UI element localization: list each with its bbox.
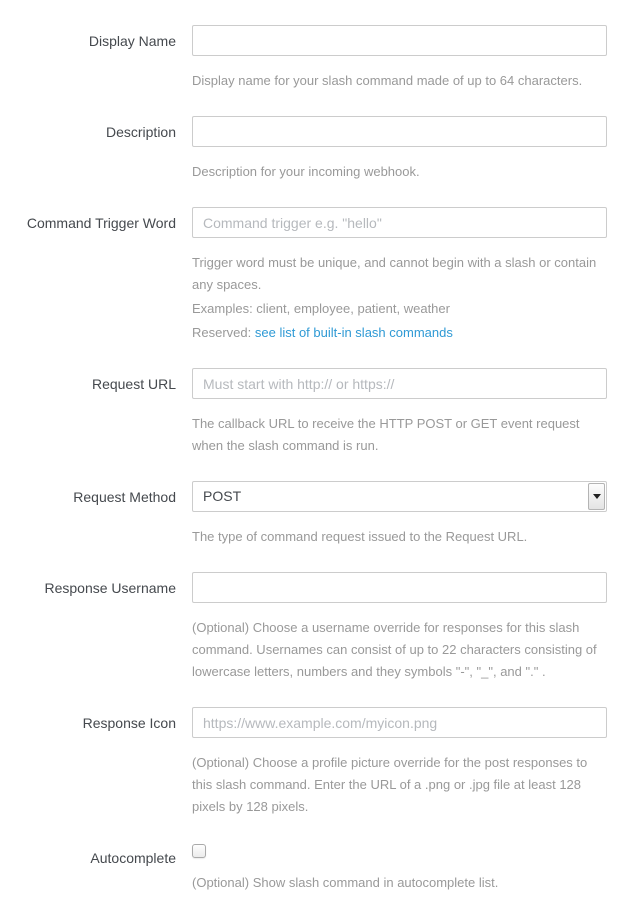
request-method-select[interactable] [192,481,607,512]
autocomplete-checkbox[interactable] [192,844,206,858]
request-method-help: The type of command request issued to the Request URL. [192,529,528,544]
reserved-prefix: Reserved: [192,325,255,340]
trigger-word-input[interactable] [192,207,607,238]
builtin-slash-commands-link[interactable]: see list of built-in slash commands [254,325,453,340]
request-url-input[interactable] [192,368,607,399]
display-name-label: Display Name [88,33,176,49]
response-icon-label: Response Icon [82,715,176,731]
dropdown-arrow-icon [588,483,605,510]
request-method-label: Request Method [73,489,176,505]
form-group-description [0,116,625,183]
form-group-response-username [0,572,625,683]
form-group-display-name [0,25,625,92]
request-url-label: Request URL [91,376,176,392]
display-name-input[interactable] [192,25,607,56]
description-input[interactable] [192,116,607,147]
form-group-response-icon [0,707,625,818]
response-username-input[interactable] [192,572,607,603]
form-group-request-method [0,481,625,548]
trigger-word-help-unique: Trigger word must be unique, and cannot begin with a slash or contain any spaces. [192,255,597,292]
display-name-help: Display name for your slash command made of up to 64 characters. [192,73,583,88]
form-group-autocomplete [0,842,625,894]
autocomplete-label: Autocomplete [90,850,176,866]
slash-command-form [0,25,625,894]
autocomplete-help: (Optional) Show slash command in autocomplete list. [192,875,499,890]
request-method-selected-value: POST [203,488,242,504]
description-help: Description for your incoming webhook. [192,164,420,179]
request-url-help: The callback URL to receive the HTTP POST or GET event request when the slash command is run. [192,416,580,453]
trigger-word-label: Command Trigger Word [26,215,176,231]
response-icon-input[interactable] [192,707,607,738]
trigger-word-help-reserved [192,322,607,344]
response-icon-help: (Optional) Choose a profile picture override for the post responses to this slash command. Enter the URL of a .png or .jpg file at least 128 pixels by 128 pixels. [192,755,588,814]
form-group-trigger-word [0,207,625,344]
response-username-help: (Optional) Choose a username override for responses for this slash command. Usernames can consist of up to 22 characters consisting of lowercase letters, numbers and they symbols "-", "_", and "." . [192,620,597,679]
response-username-label: Response Username [44,580,176,596]
form-group-request-url [0,368,625,457]
trigger-word-help-examples: Examples: client, employee, patient, weather [192,301,450,316]
description-label: Description [105,124,176,140]
